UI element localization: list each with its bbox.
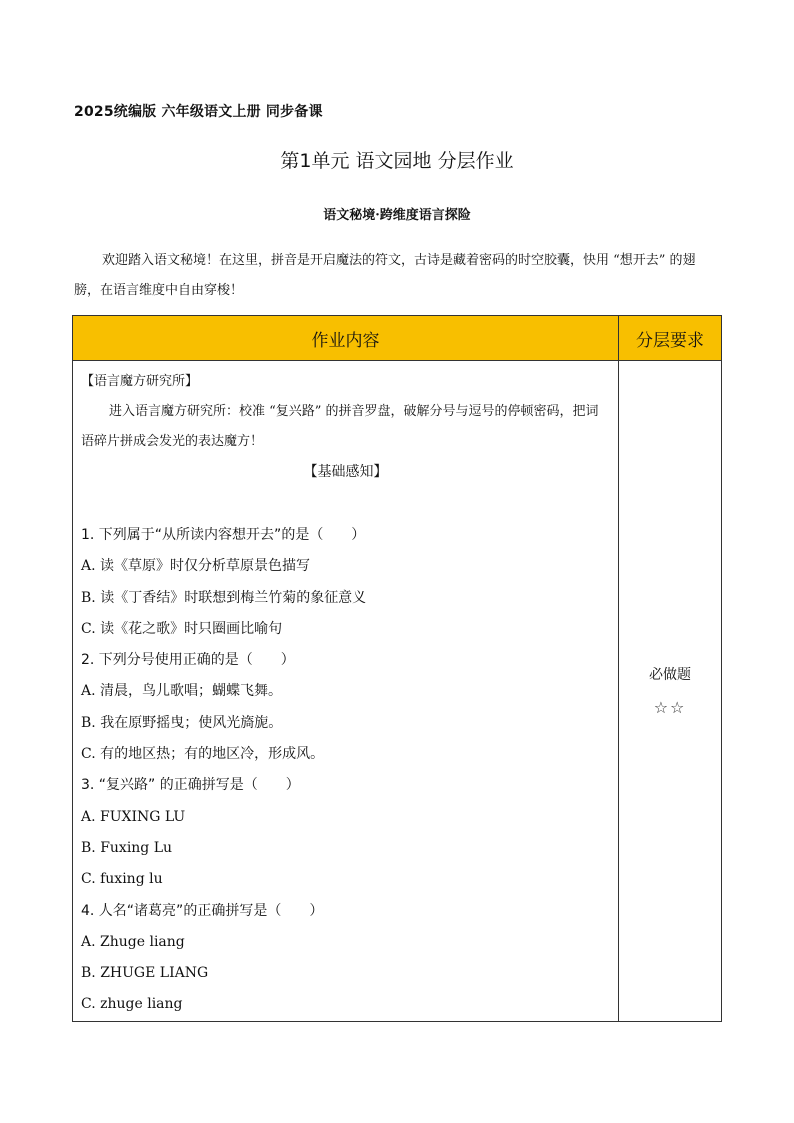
table-header-row — [73, 316, 722, 361]
section-intro: 进入语言魔方研究所：校准 “复兴路” 的拼音罗盘，破解分号与逗号的停顿密码，把词语碎片拼成会发光的表达魔方！ — [81, 404, 599, 449]
spacer — [81, 487, 610, 520]
content-cell — [73, 361, 619, 1022]
question-stem: 2. 下列分号使用正确的是（ ） — [81, 652, 295, 669]
basic-heading: 【基础感知】 — [303, 464, 388, 480]
course-line: 2025统编版 六年级语文上册 同步备课 — [74, 104, 323, 120]
option-c: C. 有的地区热；有的地区冷，形成风。 — [81, 746, 325, 763]
option-a: A. Zhuge liang — [81, 933, 185, 950]
option-a: A. 读《草原》时仅分析草原景色描写 — [81, 558, 311, 575]
question-stem: 4. 人名“诸葛亮”的正确拼写是（ ） — [81, 902, 324, 919]
option-c: C. 读《花之歌》时只圈画比喻句 — [81, 620, 283, 637]
section-label: 【语言魔方研究所】 — [81, 374, 199, 389]
option-c: C. zhuge liang — [81, 996, 183, 1013]
homework-table — [72, 315, 722, 1022]
question-stem: 3. “复兴路” 的正确拼写是（ ） — [81, 777, 300, 794]
question-4 — [81, 896, 610, 1021]
question-1 — [81, 520, 610, 645]
option-c: C. fuxing lu — [81, 871, 163, 888]
option-b: B. Fuxing Lu — [81, 839, 173, 856]
level-label: 必做题 — [649, 667, 692, 684]
star-rating-icon: ☆☆ — [653, 698, 687, 718]
option-b: B. ZHUGE LIANG — [81, 965, 209, 982]
question-stem: 1. 下列属于“从所读内容想开去”的是（ ） — [81, 527, 366, 543]
option-b: B. 我在原野摇曳；使风光旖旎。 — [81, 714, 283, 731]
header-level: 分层要求 — [619, 316, 722, 361]
option-a: A. 清晨，鸟儿歌唱；蝴蝶飞舞。 — [81, 683, 283, 700]
option-a: A. FUXING LU — [81, 808, 186, 825]
level-cell — [619, 361, 722, 1022]
header-content: 作业内容 — [73, 316, 619, 361]
intro-paragraph: 欢迎踏入语文秘境！在这里，拼音是开启魔法的符文，古诗是藏着密码的时空胶囊，快用 “想开去” 的翅膀，在语言维度中自由穿梭！ — [74, 253, 696, 298]
table-row — [73, 361, 722, 1022]
question-3 — [81, 770, 610, 895]
option-b: B. 读《丁香结》时联想到梅兰竹菊的象征意义 — [81, 589, 367, 606]
question-2 — [81, 645, 610, 770]
page-title: 第1单元 语文园地 分层作业 — [280, 150, 514, 172]
page-subtitle: 语文秘境·跨维度语言探险 — [323, 208, 471, 223]
